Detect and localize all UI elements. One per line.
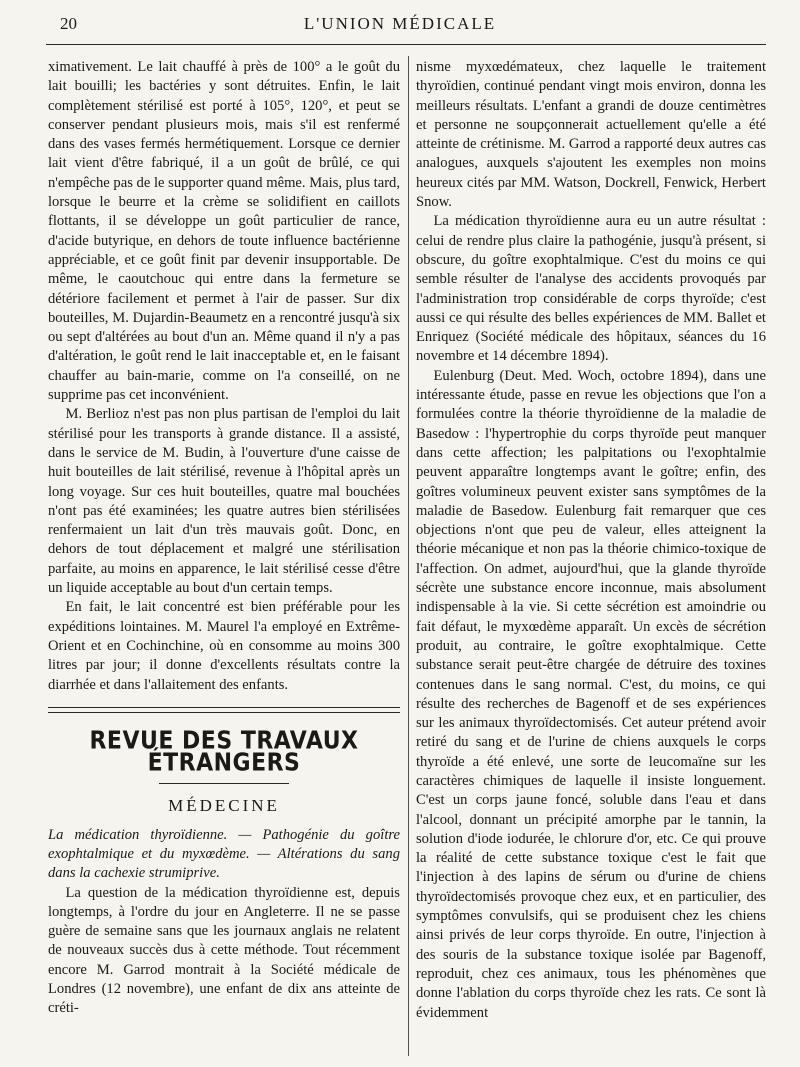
paragraph: nisme myxœdémateux, chez laquelle le traitement thyroïdien, continué pendant vingt mois environ, donna les meilleurs résultats. L'enfant a grandi de douze centimètres et personne ne soupçonnerait actuellement qu'elle a été atteinte de crétinisme. M. Garrod a rapporté deux autres cas analogues, auxquels s'ajoutent les exemples non moins heureux cités par MM. Watson, Dockrell, Fenwick, Herbert Snow. xyxy=(416,59,766,211)
section-underline xyxy=(159,783,289,784)
article-lead: La médication thyroïdienne. — Pathogénie du goître exophtalmique et du myxœdème. — Altérations du sang dans la cachexie strumiprive. xyxy=(48,826,400,882)
paragraph: ximativement. Le lait chauffé à près de 100° a le goût du lait bouilli; les bactéries y sont détruites. Enfin, le lait complètement stérilisé est porté à 105°, 120°, et peut se conserver pendant plusieurs mois, mais s'il est renfermé dans des vases fermés hermétiquement. Lorsque ce dernier lait vient d'être fabriqué, il a un goût de brûlé, ce qui n'empêche pas de le supporter quand même. Mais, plus tard, lorsque le beurre et la crème se solidifient en caillots flottants, il se développe un goût particulier de rance, d'acide butyrique, en dehors de toute influence bactérienne appréciable, et ce goût finit par devenir insupportable. De même, le caoutchouc qui entre dans la fermeture se détériore facilement et permet à l'air de passer. Sur dix bouteilles, M. Dujardin-Beaumetz en a rencontré jusqu'à six ou sept d'altérées au bout d'un an. Même quand il n'y a pas d'altération, le goût rend le lait inacceptable et, en le faisant chauffer au bain-marie, comme on l'a conseillé, on ne supprime pas cet inconvénient. xyxy=(48,59,400,404)
page-header xyxy=(0,0,800,40)
section-double-rule xyxy=(48,707,400,713)
subsection-title: MÉDECINE xyxy=(168,796,280,816)
running-title: L'UNION MÉDICALE xyxy=(303,14,497,33)
left-column xyxy=(48,58,400,1019)
paragraph: En fait, le lait concentré est bien préférable pour les expéditions lointaines. M. Maurel l'a employé en Extrême-Orient et en Cochinchine, où en consomme au moins 300 litres par jour; il donne d'excellents résultats contre la diarrhée et dans l'allaitement des enfants. xyxy=(48,599,400,693)
paragraph: La question de la médication thyroïdienne est, depuis longtemps, à l'ordre du jour en Angleterre. Il ne se passe guère de semaine sans que les journaux anglais ne relatent de nouveaux succès dus à cette méthode. Tout récemment encore M. Garrod montrait à la Société médicale de Londres (12 novembre), une enfant de dix ans atteinte de créti- xyxy=(48,884,400,1017)
paragraph: M. Berlioz n'est pas non plus partisan de l'emploi du lait stérilisé pour les transports à grande distance. Il a assisté, dans le service de M. Budin, à l'ouverture d'une caisse de huit bouteilles de lait stérilisé, revenue à l'hôpital après un long voyage. Sur ces huit bouteilles, quatre mal bouchées n'ont pas été examinées; les quatre autres bien stérilisées renfermaient un lait d'un très mauvais goût. Donc, en dehors de tout déplacement et malgré une stérilisation parfaite, au moins en apparence, le lait stérilisé cesse d'être un liquide acceptable au bout d'un certain temps. xyxy=(48,406,400,597)
header-rule xyxy=(46,44,766,45)
section-title: REVUE DES TRAVAUX ÉTRANGERS xyxy=(89,726,359,778)
paragraph: Eulenburg (Deut. Med. Woch, octobre 1894), dans une intéressante étude, passe en revue les objections que l'on a formulées contre la théorie thyroïdienne de la maladie de Basedow : l'hypertrophie du corps thyroïde peut manquer dans cette affection; les palpitations ou l'exophtalmie peuvent apparaître longtemps avant le goître; enfin, des goîtres volumineux peuvent exister sans symptômes de la maladie de Basedow. Eulenburg fait remarquer que ces objections n'ont que peu de valeur, elles atteignent la théorie mécanique et non pas la théorie chimico-toxique de l'affection. On admet, aujourd'hui, que la glande thyroïde sécrète une substance encore inconnue, mais absolument indispensable à la vie. Si cette sécrétion est amoindrie ou fait défaut, le myxœdème apparaît. Un excès de sécrétion produit, au contraire, le goître exophtalmique. Cette substance serait peut-être chargée de détruire des toxines contenues dans le sang normal. C'est, du moins, ce qui résulte des recherches de Bagenoff et de ses expériences sur les animaux thyroïdectomisés. Cet auteur prétend avoir retiré du sang et de l'urine de chiens auxquels le corps thyroïde a été enlevé, une sorte de leucomaïne sur les caractères chimiques de laquelle il insiste longuement. C'est un corps jaune foncé, soluble dans l'eau et dans l'alcool, donnant un précipité amorphe par le tannin, la solution d'iode iodurée, le chlorure d'or, etc. Ce qui prouve la réalité de cette substance toxique c'est le fait que l'injection à des lapins de sérum ou d'urine de chiens thyroïdectomisés provoque chez eux, et en particulier, des symptômes convulsifs, qui se produisent chez les chiens ainsi privés de leur corps thyroïde. En outre, l'injection à des souris de la substance toxique isolée par Bagenoff, reproduit, chez ces animaux, tous les phénomènes que donne l'ablation du corps thyroïde chez les rats. Ce sont là évidemment xyxy=(416,367,766,1021)
paragraph: La médication thyroïdienne aura eu un autre résultat : celui de rendre plus claire la pathogénie, jusqu'à présent, si obscure, du goître exophtalmique. C'est du moins ce qui semble résulter de l'analyse des accidents provoqués par l'administration trop considérable de corps thyroïde; c'est aussi ce qui résulte des belles expériences de MM. Ballet et Enriquez (Société médicale des hôpitaux, séances du 16 novembre et 14 décembre 1894). xyxy=(416,213,766,365)
right-column xyxy=(416,58,766,1023)
column-divider xyxy=(408,56,409,1056)
page-number: 20 xyxy=(60,14,77,33)
